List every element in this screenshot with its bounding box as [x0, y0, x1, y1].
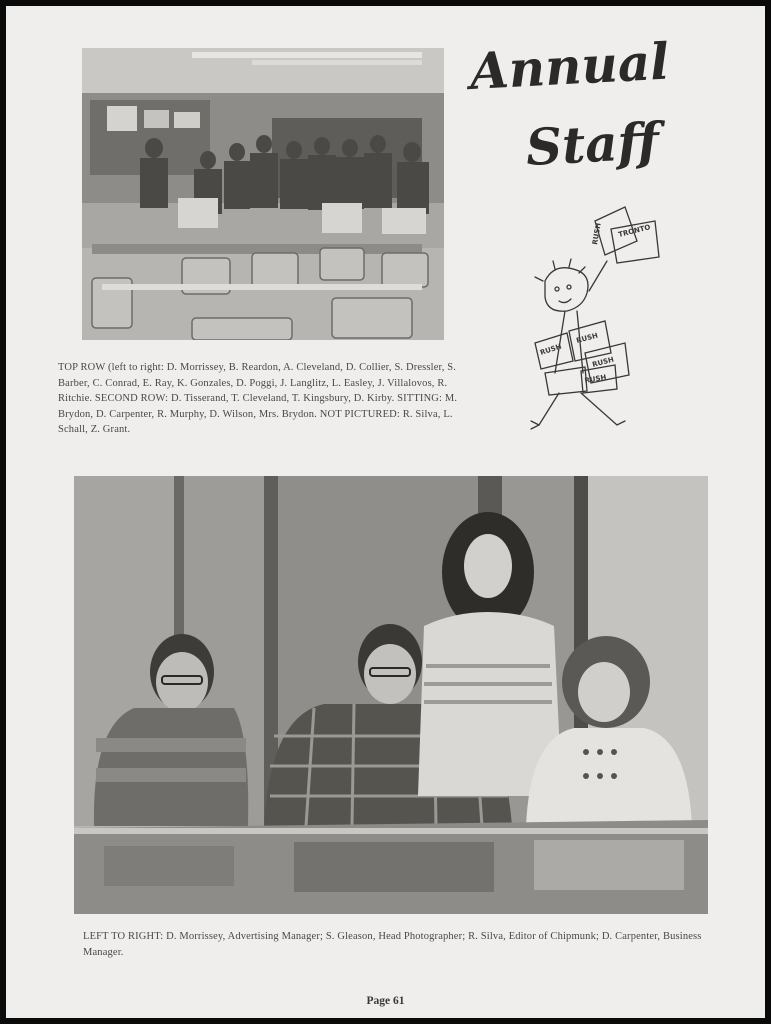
group-photo-caption: TOP ROW (left to right: D. Morrissey, B. Reardon, A. Cleveland, D. Collier, S. Dressler, S. Barber, C. Conrad, E. Ray, K. Gonzales, D. Poggi, J. Langlitz, L. Easley, J. Villalovos, R. Ritchie. SECOND ROW: D. Tisserand, T. Cleveland, T. Kingsbury, D. Kirby. SITTING: M. Brydon, D. Carpenter, R. Murphy, D. Wilson, Mrs. Brydon. NOT PICTURED: R. Silva, L. Schall, Z. Grant.	[58, 362, 458, 435]
page-number: Page 61	[366, 995, 405, 1007]
cartoon-label-tronto: TRONTO	[617, 223, 652, 239]
editors-photo-caption: LEFT TO RIGHT: D. Morrissey, Advertising Manager; S. Gleason, Head Photographer; R. Silva, Editor of Chipmunk; D. Carpenter, Business Manager.	[83, 931, 702, 958]
page-title-annual: Annual	[468, 31, 671, 101]
cartoon-label-rush-2: RUSH	[539, 342, 563, 357]
cartoon-label-rush-5: RUSH	[583, 373, 607, 385]
cartoon-illustration	[525, 203, 665, 443]
editors-photo	[74, 476, 708, 914]
group-photo	[82, 48, 444, 340]
yearbook-page	[6, 6, 765, 1018]
cartoon-label-rush-4: RUSH	[591, 355, 615, 369]
cartoon-label-rush-1: RUSH	[591, 222, 603, 246]
cartoon-label-rush-3: RUSH	[575, 331, 599, 345]
page-title-staff: Staff	[524, 111, 661, 177]
